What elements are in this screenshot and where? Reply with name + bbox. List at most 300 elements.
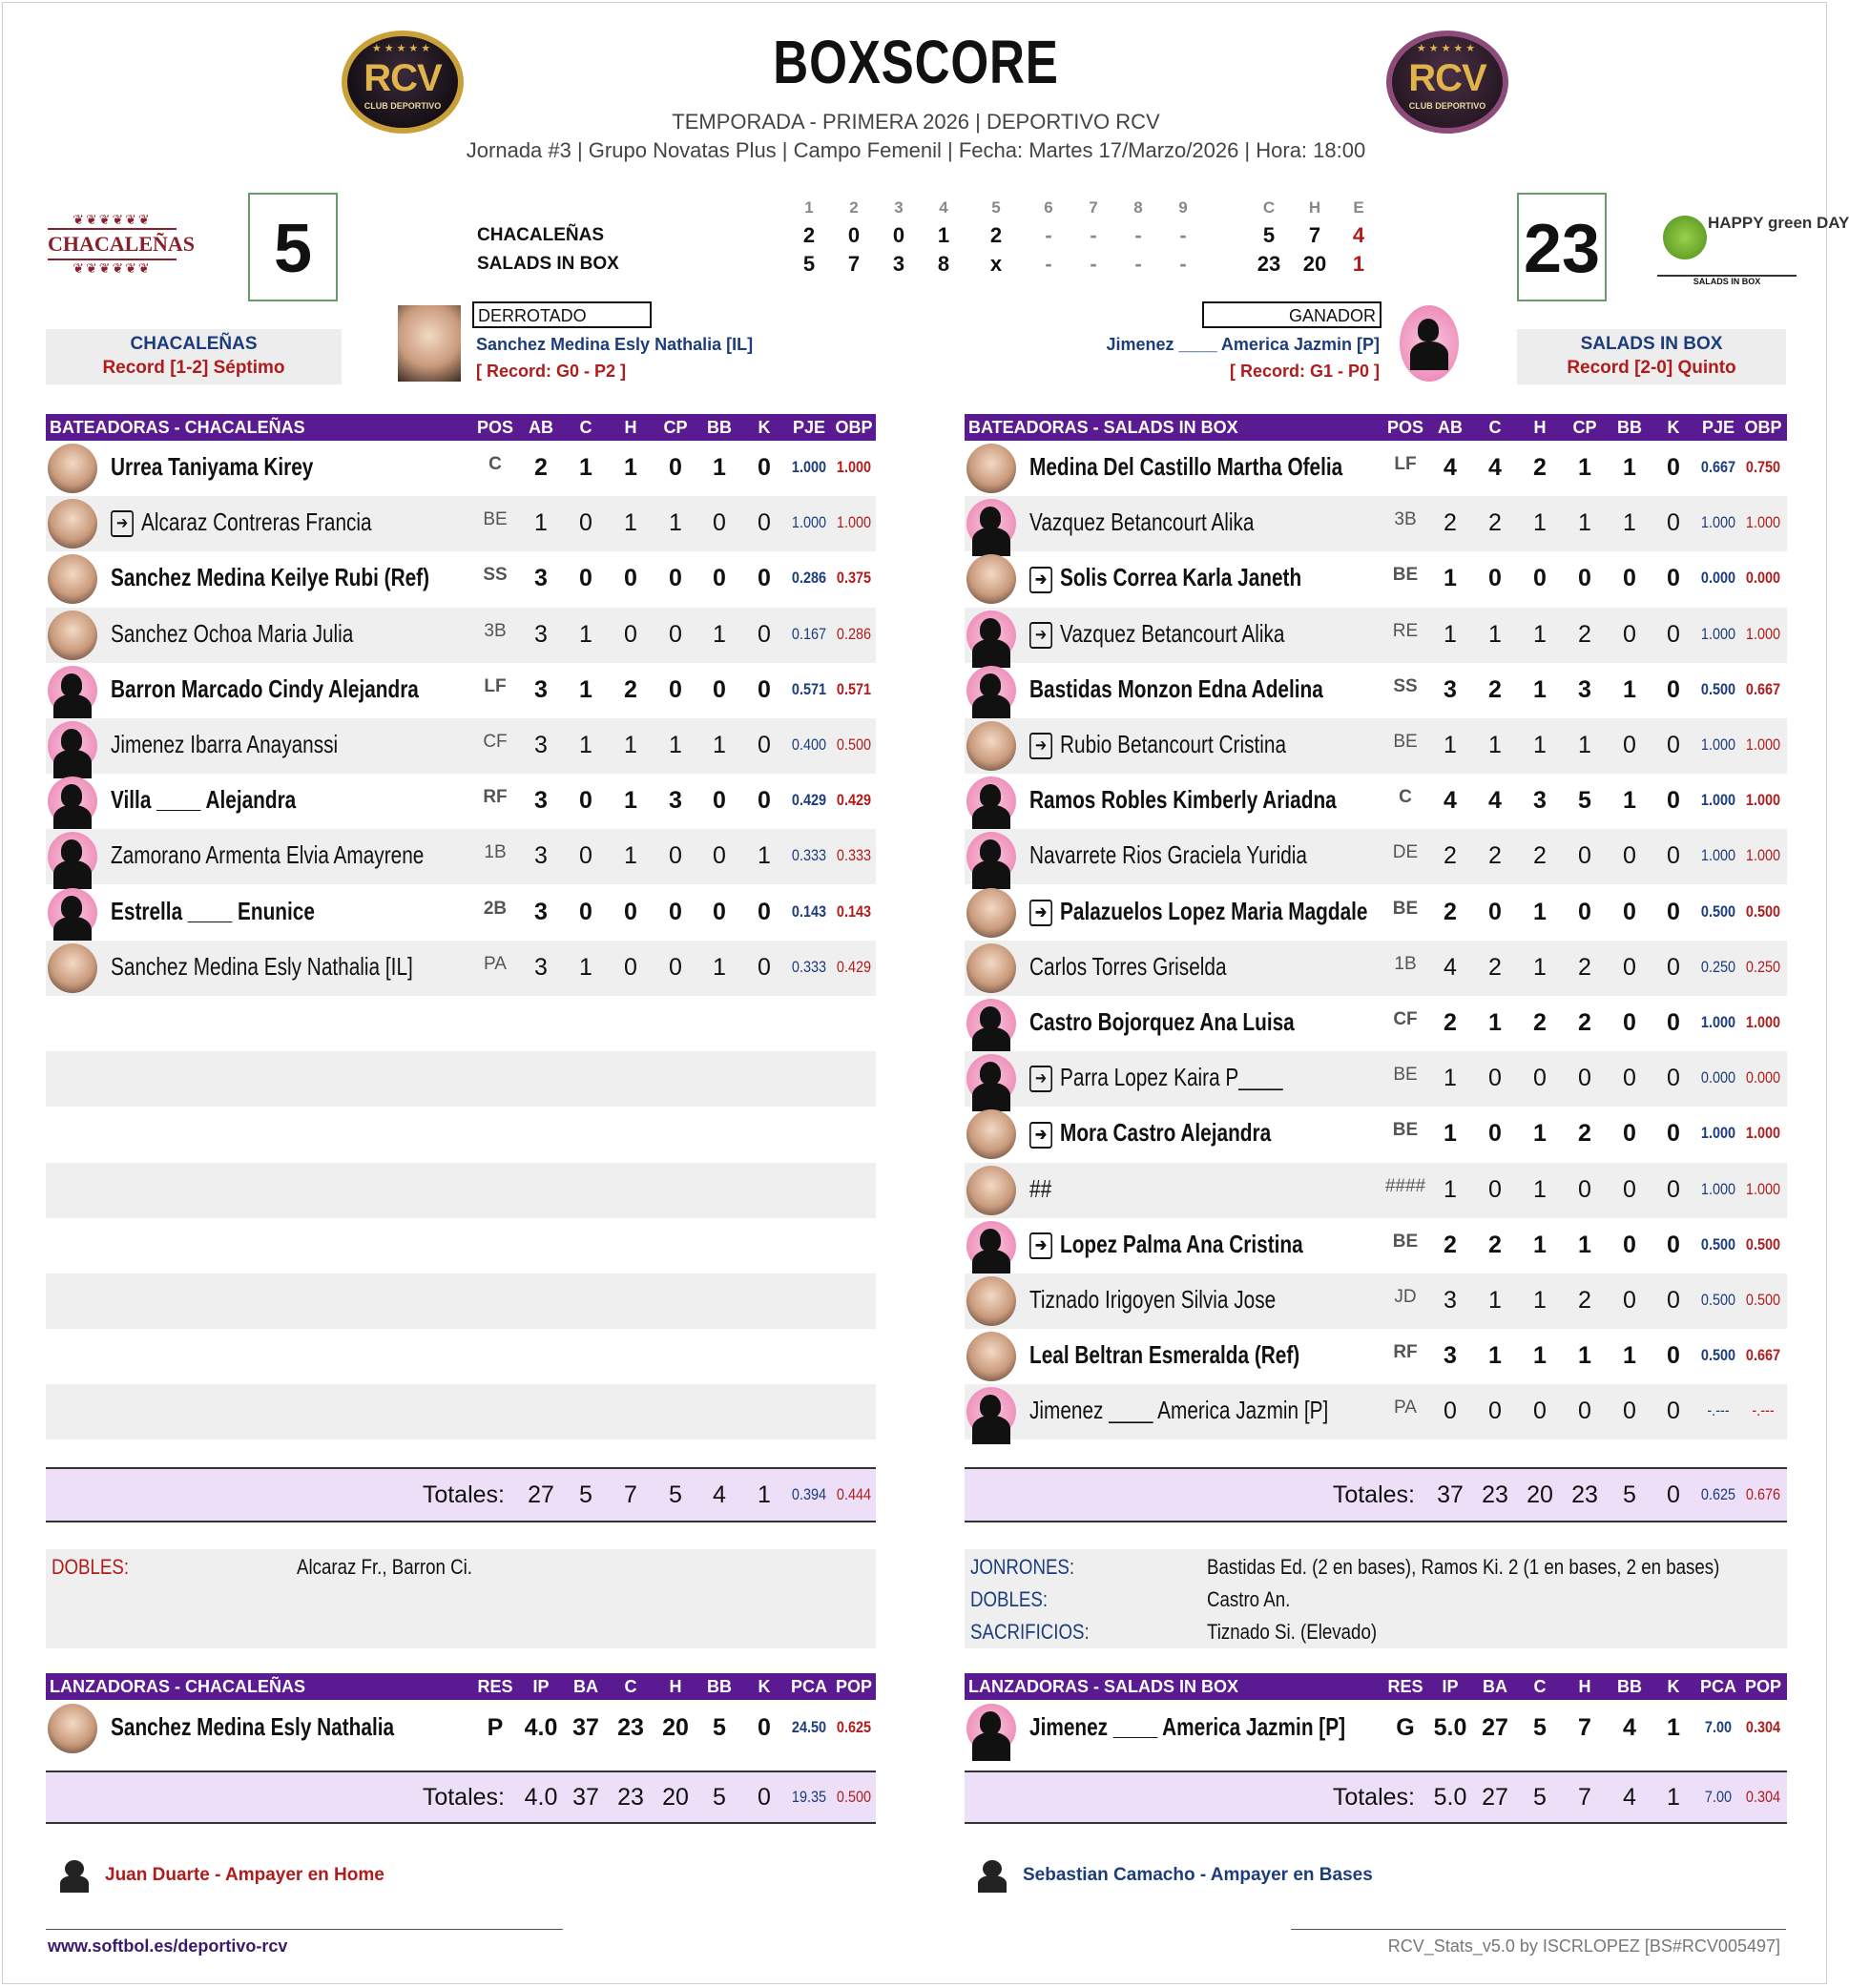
winner-record: [ Record: G1 - P0 ] [1229,362,1380,381]
inning-score: 1 [937,223,950,247]
stat-c: 0 [1488,898,1502,925]
stat-ab: 3 [534,842,548,870]
total-cp: 23 [1571,1481,1598,1508]
loser-label: DERROTADO [472,301,652,328]
stat-c: 1 [579,732,592,758]
stat-obp: 0.000 [1745,569,1781,588]
inning-score: 8 [937,252,950,276]
hits-total: 7 [1308,223,1321,247]
stat-pos: RF [483,787,508,808]
substitute-arrow-icon: ➔ [1029,622,1052,649]
player-name[interactable] [1029,1007,1295,1037]
stat-h: 0 [624,620,637,648]
note-text: Bastidas Ed. (2 en bases), Ramos Ki. 2 (1 en bases, 2 en bases) [1207,1555,1720,1579]
pitcher-name[interactable]: Sanchez Medina Esly Nathalia [111,1712,395,1741]
column-header: POS [1386,418,1423,437]
inning-score: - [1045,223,1052,247]
stat-c: 2 [1488,675,1502,703]
table-row [965,718,1787,774]
stat-c: 0 [579,842,592,870]
player-name[interactable] [1029,785,1337,815]
inning-header: 4 [939,198,948,217]
inning-score: - [1045,252,1052,276]
away-team-name: CHACALEÑAS [130,334,258,354]
stat-pos: C [1399,787,1412,808]
ornament-icon: ❦❦❦❦❦❦ [73,260,152,276]
stat-cp: 1 [669,509,682,537]
stat-c: 0 [579,898,592,925]
stat-c: 2 [1488,953,1502,981]
stat-obp: -.--- [1752,1401,1775,1420]
totals-row [965,1467,1787,1522]
stat-cp: 0 [669,454,682,481]
player-name-text: Jimenez ____ America Jazmin [P] [1029,1396,1329,1425]
inning-score: x [989,252,1003,276]
pitch-res: P [487,1714,504,1741]
table-row [965,941,1787,996]
stat-k: 1 [758,842,771,870]
stat-pos: 1B [484,842,507,863]
total-ab: 37 [1437,1481,1464,1508]
stat-cp: 1 [1578,1342,1591,1370]
chacalenas-logo-text: CHACALEÑAS [48,228,177,260]
pitcher-row [965,1701,1787,1756]
stat-cp: 0 [669,953,682,981]
pitch-k: 1 [1667,1714,1680,1741]
player-name[interactable] [111,452,313,482]
player-name[interactable] [111,730,338,759]
ptotal-ba: 37 [572,1784,599,1811]
stat-bb: 0 [1623,842,1636,870]
column-header: BB [707,1677,732,1696]
column-header: PCA [790,1677,827,1696]
stat-cp: 2 [1578,1120,1591,1148]
player-name[interactable] [1029,1063,1283,1092]
total-h: 20 [1527,1481,1553,1508]
column-header: POP [835,1677,872,1696]
player-name-text: Tiznado Irigoyen Silvia Jose [1029,1285,1277,1314]
table-row [965,496,1787,551]
errors-total: 1 [1352,252,1365,276]
ptotal-pca: 19.35 [791,1788,827,1806]
stars-icon: ★★★★★ [371,43,434,54]
player-photo [966,1332,1016,1381]
column-header: AB [529,418,553,437]
player-name-text: Urrea Taniyama Kirey [111,452,314,481]
inning-score: - [1179,223,1187,247]
total-ab: 27 [528,1481,554,1508]
stat-pje: 1.000 [1700,513,1736,532]
table-row [46,996,876,1051]
player-photo [48,499,97,549]
player-photo [48,1704,97,1753]
table-row [965,1384,1787,1439]
stat-obp: 1.000 [1745,513,1781,532]
stat-pje: 0.167 [791,624,827,643]
stat-cp: 1 [669,732,682,758]
inning-score: 2 [802,223,816,247]
stat-ab: 2 [1444,842,1457,870]
pitching-header [46,1673,876,1700]
player-name-text: Parra Lopez Kaira P____ [1060,1063,1283,1092]
stat-k: 0 [1667,787,1680,815]
stat-pos: #### [1384,1175,1426,1196]
stat-obp: 0.143 [836,901,872,921]
column-header: RES [1387,1677,1423,1696]
inning-score: 0 [847,223,861,247]
stat-ab: 3 [1444,1287,1457,1314]
silhouette-head [980,784,1001,807]
stat-k: 0 [758,787,771,815]
stat-k: 0 [1667,732,1680,758]
stat-ab: 2 [534,454,548,481]
stat-pos: BE [1392,1231,1419,1252]
stat-h: 1 [1533,1120,1547,1148]
player-photo [48,611,97,660]
stat-bb: 0 [1623,953,1636,981]
player-photo [966,444,1016,493]
silhouette-head [980,673,1001,696]
column-header: POS [476,418,513,437]
table-row [46,718,876,774]
player-name[interactable] [1029,730,1286,759]
column-header: C [579,418,592,437]
home-score: 23 [1517,193,1607,301]
away-team-info [46,329,342,384]
silhouette-head [980,1229,1001,1252]
stat-h: 0 [1533,1065,1547,1092]
stat-bb: 0 [713,842,726,870]
player-silhouette-icon [48,777,97,826]
ptotal-pop: 0.304 [1745,1788,1781,1806]
umpire-bases-text: Sebastian Camacho - Ampayer en Bases [1023,1865,1373,1886]
player-name[interactable] [111,785,296,815]
stat-pje: 0.667 [1700,458,1736,476]
pitch-c: 5 [1533,1714,1547,1741]
column-header: H [1533,418,1547,437]
stat-k: 0 [1667,1175,1680,1203]
table-row [965,774,1787,829]
stat-ab: 2 [1444,509,1457,537]
season-line: TEMPORADA - PRIMERA 2026 | DEPORTIVO RCV [672,110,1160,134]
stat-bb: 1 [713,454,726,481]
player-name[interactable] [1029,452,1342,482]
stat-ab: 2 [1444,1231,1457,1258]
stat-bb: 0 [713,509,726,537]
silhouette-head [980,1711,1001,1734]
player-name-text: Sanchez Medina Esly Nathalia [IL] [111,951,413,981]
player-name[interactable] [111,952,413,982]
pitch-res: G [1396,1714,1415,1741]
stat-pos: PA [1394,1398,1417,1419]
stat-pje: 1.000 [1700,1179,1736,1198]
table-row [965,885,1787,941]
note-label: JONRONES: [970,1555,1075,1579]
batting-header [965,414,1787,441]
pitching-header [965,1673,1787,1700]
column-header: PJE [1701,418,1735,437]
ptotal-c: 5 [1533,1784,1547,1811]
stat-pos: CF [1393,1009,1418,1029]
stat-bb: 0 [713,898,726,925]
stat-h: 1 [1533,509,1547,537]
column-header: BB [707,418,732,437]
ptotal-pca: 7.00 [1704,1788,1733,1806]
home-team-record: Record [2-0] Quinto [1567,358,1736,378]
totals-row [46,1467,876,1522]
stat-pje: 0.429 [791,791,827,810]
stat-k: 0 [1667,1231,1680,1258]
column-header: CP [1572,418,1597,437]
inning-score: - [1090,252,1097,276]
total-pje: 0.625 [1700,1485,1736,1503]
table-row [46,1384,876,1439]
stat-h: 1 [1533,620,1547,648]
silhouette-head [61,784,82,807]
winner-photo [1400,305,1459,382]
inning-header: 1 [804,198,814,217]
stat-pos: 1B [1394,953,1417,974]
stat-h: 1 [1533,1231,1547,1258]
player-name-text: Bastidas Monzon Edna Adelina [1029,673,1323,703]
ptotal-k: 1 [1667,1784,1680,1811]
player-name-text: Estrella ____ Enunice [111,896,315,925]
player-photo [966,554,1016,604]
stat-pje: 0.250 [1700,957,1736,976]
stat-pos: BE [1392,565,1419,586]
stat-h: 2 [1533,842,1547,870]
stat-obp: 0.571 [836,679,872,698]
stat-ab: 4 [1444,953,1457,981]
player-name[interactable] [1029,1174,1051,1204]
stat-h: 1 [1533,732,1547,758]
player-name[interactable] [1029,1230,1303,1259]
player-name-text: Leal Beltran Esmeralda (Ref) [1029,1340,1300,1370]
stat-cp: 0 [669,565,682,592]
table-row [965,551,1787,607]
pitch-k: 0 [758,1714,771,1741]
stat-ab: 2 [1444,898,1457,925]
column-header: H [624,418,637,437]
note-label: DOBLES: [970,1587,1049,1611]
stat-k: 0 [1667,675,1680,703]
total-obp: 0.444 [836,1485,872,1503]
stat-h: 1 [624,509,637,537]
player-silhouette-icon [966,1054,1016,1104]
stat-k: 0 [1667,509,1680,537]
loser-record: [ Record: G0 - P2 ] [476,362,627,381]
stat-k: 0 [1667,898,1680,925]
errors-total: 4 [1352,223,1365,247]
inning-score: 7 [847,252,861,276]
inning-header: 9 [1178,198,1188,217]
umpire-home [57,1858,384,1893]
player-name[interactable] [1029,1396,1328,1425]
stat-c: 1 [1488,1287,1502,1314]
total-header: C [1262,198,1276,217]
stat-bb: 0 [713,565,726,592]
stat-c: 0 [579,509,592,537]
stat-ab: 1 [1444,1065,1457,1092]
player-name[interactable] [1029,507,1255,537]
player-name[interactable] [111,563,429,592]
stat-pos: 2B [483,898,508,919]
pitch-h: 7 [1578,1714,1591,1741]
total-bb: 4 [713,1481,726,1508]
stat-bb: 1 [1623,675,1636,703]
stat-ab: 3 [1444,1342,1457,1370]
silhouette-body [972,1732,1010,1761]
table-row [46,441,876,496]
ornament-icon: ❦❦❦❦❦❦ [73,212,152,227]
stat-pos: SS [483,565,508,586]
stat-ab: 1 [1444,1120,1457,1148]
player-silhouette-icon [966,499,1016,549]
ptotal-h: 7 [1578,1784,1591,1811]
player-name[interactable] [1029,840,1307,870]
stat-pje: 1.000 [1700,791,1736,810]
pitcher-name[interactable]: Jimenez ____ America Jazmin [P] [1029,1712,1346,1741]
stat-cp: 3 [1578,675,1591,703]
column-header: K [1667,418,1680,437]
runs-total: 23 [1257,252,1281,276]
linescore-team-name: CHACALEÑAS [477,225,604,245]
stat-obp: 0.500 [1745,1234,1781,1253]
stat-bb: 0 [1623,1065,1636,1092]
stat-pos: PA [484,953,507,974]
stat-h: 1 [624,454,637,481]
stat-pje: 0.500 [1700,679,1736,698]
stat-cp: 1 [1578,1231,1591,1258]
note-label: SACRIFICIOS: [970,1620,1090,1644]
apple-icon [1663,216,1707,259]
substitute-arrow-icon: ➔ [1029,567,1052,593]
player-name[interactable] [1029,563,1301,592]
stat-pje: 0.333 [791,957,827,976]
column-header: BB [1617,1677,1642,1696]
player-name-text: Zamorano Armenta Elvia Amayrene [111,840,425,870]
stat-pje: 0.400 [791,735,827,754]
player-photo [48,943,97,993]
column-header: RES [477,1677,513,1696]
stat-cp: 0 [1578,565,1591,592]
table-row [965,1051,1787,1107]
silhouette-head [980,507,1001,529]
stat-c: 1 [1488,732,1502,758]
stat-ab: 3 [534,620,548,648]
stat-h: 0 [1533,1398,1547,1425]
pitch-c: 23 [617,1714,644,1741]
player-name[interactable] [111,619,353,649]
player-name-text: Ramos Robles Kimberly Ariadna [1029,785,1337,815]
stat-obp: 0.500 [1745,1291,1781,1309]
player-name[interactable] [111,674,419,704]
stat-obp: 1.000 [836,513,872,532]
stat-bb: 0 [1623,620,1636,648]
table-row [46,1163,876,1218]
inning-header: 6 [1044,198,1053,217]
total-c: 5 [579,1481,592,1508]
silhouette-head [980,839,1001,862]
stat-bb: 0 [1623,1120,1636,1148]
stat-cp: 0 [1578,1175,1591,1203]
stat-c: 0 [1488,565,1502,592]
player-name[interactable] [1029,897,1368,926]
stat-pos: JD [1394,1287,1417,1307]
stat-c: 1 [579,675,592,703]
note-text: Tiznado Si. (Elevado) [1207,1620,1378,1644]
stat-pje: 0.000 [1700,569,1736,588]
note-text: Castro An. [1207,1587,1291,1611]
pitching-totals-row [965,1771,1787,1824]
player-silhouette-icon [48,832,97,881]
stat-c: 1 [579,953,592,981]
batting-header [46,414,876,441]
stat-obp: 0.500 [1745,901,1781,921]
player-name-text: Jimenez Ibarra Anayanssi [111,730,339,758]
column-header: CP [663,418,688,437]
winner-label: GANADOR [1202,301,1382,328]
player-name[interactable] [1029,1285,1276,1315]
total-obp: 0.676 [1745,1485,1781,1503]
player-silhouette-icon [966,999,1016,1048]
ptotal-bb: 5 [713,1784,726,1811]
totals-label: Totales: [422,1481,505,1508]
stat-bb: 1 [713,732,726,758]
stat-ab: 1 [1444,620,1457,648]
player-name[interactable] [111,897,315,926]
pitch-ba: 37 [572,1714,599,1741]
totals-label: Totales: [1332,1481,1415,1508]
player-photo [966,1109,1016,1159]
stat-pje: 0.500 [1700,1291,1736,1309]
footer-url[interactable]: www.softbol.es/deportivo-rcv [48,1936,288,1956]
stat-bb: 0 [1623,732,1636,758]
player-name[interactable] [1029,952,1227,982]
player-name-text: Mora Castro Alejandra [1060,1118,1272,1148]
total-header: H [1308,198,1321,217]
stat-h: 0 [1533,565,1547,592]
table-row [965,996,1787,1051]
stat-k: 0 [1667,1287,1680,1314]
pitch-pop: 0.304 [1745,1718,1781,1736]
player-name[interactable] [1029,1340,1299,1370]
table-row [46,496,876,551]
stat-c: 0 [1488,1398,1502,1425]
player-photo [48,444,97,493]
stat-k: 0 [758,953,771,981]
pitch-bb: 4 [1623,1714,1636,1741]
logo-sub: CLUB DEPORTIVO [1408,101,1486,111]
player-name[interactable] [1029,619,1285,649]
stat-bb: 0 [713,675,726,703]
stat-k: 0 [758,620,771,648]
player-name[interactable] [111,507,372,537]
stat-ab: 3 [1444,675,1457,703]
player-name[interactable] [1029,1118,1271,1148]
column-header: BA [573,1677,598,1696]
stat-pje: 0.571 [791,679,827,698]
stat-bb: 0 [1623,1231,1636,1258]
player-name[interactable] [1029,674,1323,704]
player-name-text: Vazquez Betancourt Alika [1060,618,1285,648]
pitching-title: LANZADORAS - CHACALEÑAS [50,1677,305,1696]
player-photo [966,1166,1016,1215]
stat-cp: 1 [1578,509,1591,537]
player-name[interactable] [111,840,424,870]
stat-cp: 0 [1578,1065,1591,1092]
player-silhouette-icon [966,666,1016,715]
